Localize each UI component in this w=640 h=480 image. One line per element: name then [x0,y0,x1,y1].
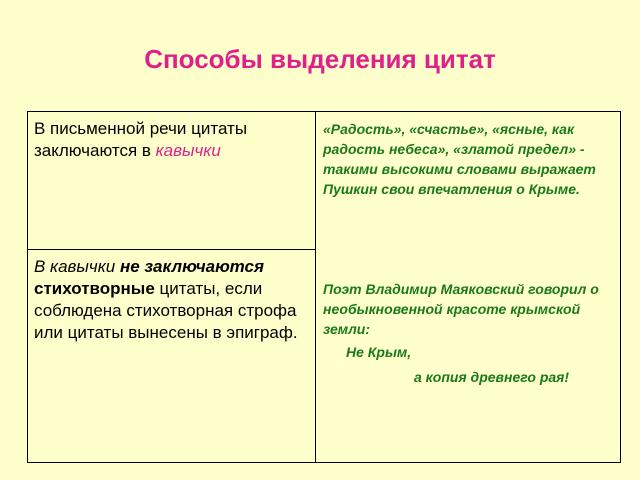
rule-text-prefix: В кавычки [34,257,120,276]
poem-line-1: Не Крым, [346,344,412,360]
slide-title: Способы выделения цитат [144,44,496,74]
rule-emphasis-poetic: стихотворные [34,279,155,298]
quotes-table [27,111,621,463]
column-divider [315,112,316,462]
highlight-word-quotes: кавычки [155,141,221,160]
rule-text-suffix: цитаты, если соблюдена стихотворная строфа или цитаты вынесены в эпиграф. [34,279,298,342]
rule-text: В письменной речи цитаты заключаются в [34,119,248,160]
rule-emphasis-not-enclosed: не заключаются [119,257,264,276]
rule-cell-no-marks [34,256,306,344]
row-divider [28,249,315,250]
poem-line-2: а копия древнего рая! [414,369,570,385]
example-pushkin-quote: «Радость», «счастье», «ясные, как радость небеса», «златой предел» - такими высокими словами выражает Пушкин свои впечатления о Крыме. [323,121,596,197]
rule-cell-quotes-in-marks [34,118,306,162]
example-mayakovsky-intro: Поэт Владимир Маяковский говорил о необыкновенной красоте крымской земли: [323,281,599,337]
